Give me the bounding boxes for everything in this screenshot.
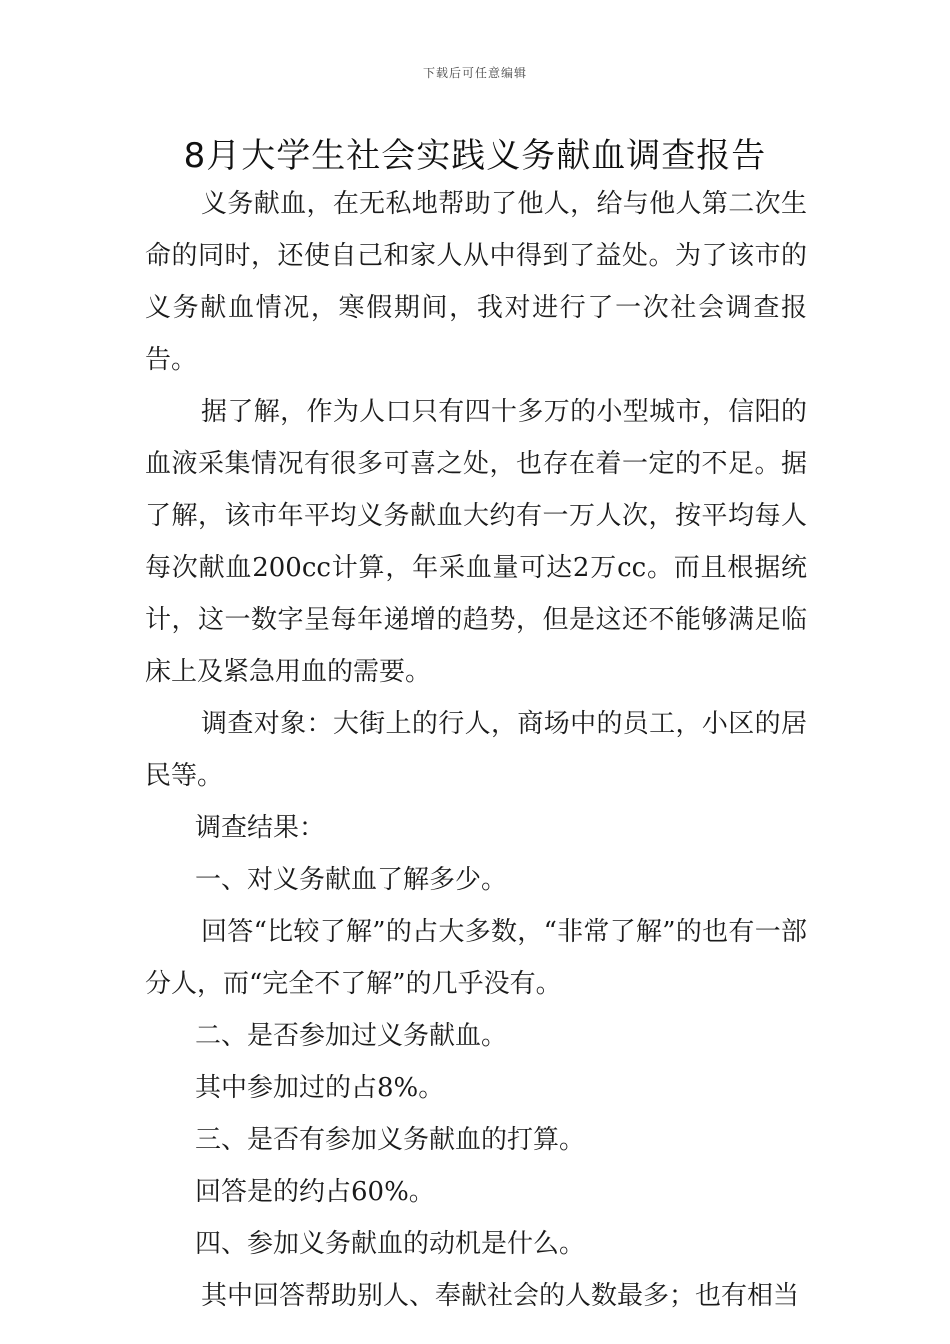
- header-note: 下载后可任意编辑: [422, 66, 527, 80]
- question-3: 三、是否有参加义务献血的打算。: [195, 1125, 586, 1155]
- question-4: 四、参加义务献血的动机是什么。: [195, 1229, 586, 1259]
- paragraph-results-heading: 调查结果：: [195, 813, 326, 843]
- answer-1: 回答“比较了解”的占大多数，“非常了解”的也有一部分人，而“完全不了解”的几乎没有。: [145, 917, 807, 999]
- answer-3: 回答是的约占60%。: [195, 1177, 435, 1207]
- paragraph-background: 据了解，作为人口只有四十多万的小型城市，信阳的血液采集情况有很多可喜之处，也存在着一定的不足。据了解，该市年平均义务献血大约有一万人次，按平均每人每次献血200cc计算，年采血量可达2万cc。而且根据统计，这一数字呈每年递增的趋势，但是这还不能够满足临床上及紧急用血的需要。: [145, 397, 807, 687]
- question-1: 一、对义务献血了解多少。: [195, 865, 508, 895]
- document-body: [145, 178, 807, 1322]
- answer-4: 其中回答帮助别人、奉献社会的人数最多；也有相当: [201, 1281, 800, 1311]
- answer-2: 其中参加过的占8%。: [195, 1073, 445, 1103]
- question-2: 二、是否参加过义务献血。: [195, 1021, 508, 1051]
- document-title: 8月大学生社会实践义务献血调查报告: [183, 136, 767, 176]
- paragraph-intro: 义务献血，在无私地帮助了他人，给与他人第二次生命的同时，还使自己和家人从中得到了益处。为了该市的义务献血情况，寒假期间，我对进行了一次社会调查报告。: [145, 189, 807, 375]
- paragraph-survey-subjects: 调查对象：大街上的行人，商场中的员工，小区的居民等。: [145, 709, 807, 791]
